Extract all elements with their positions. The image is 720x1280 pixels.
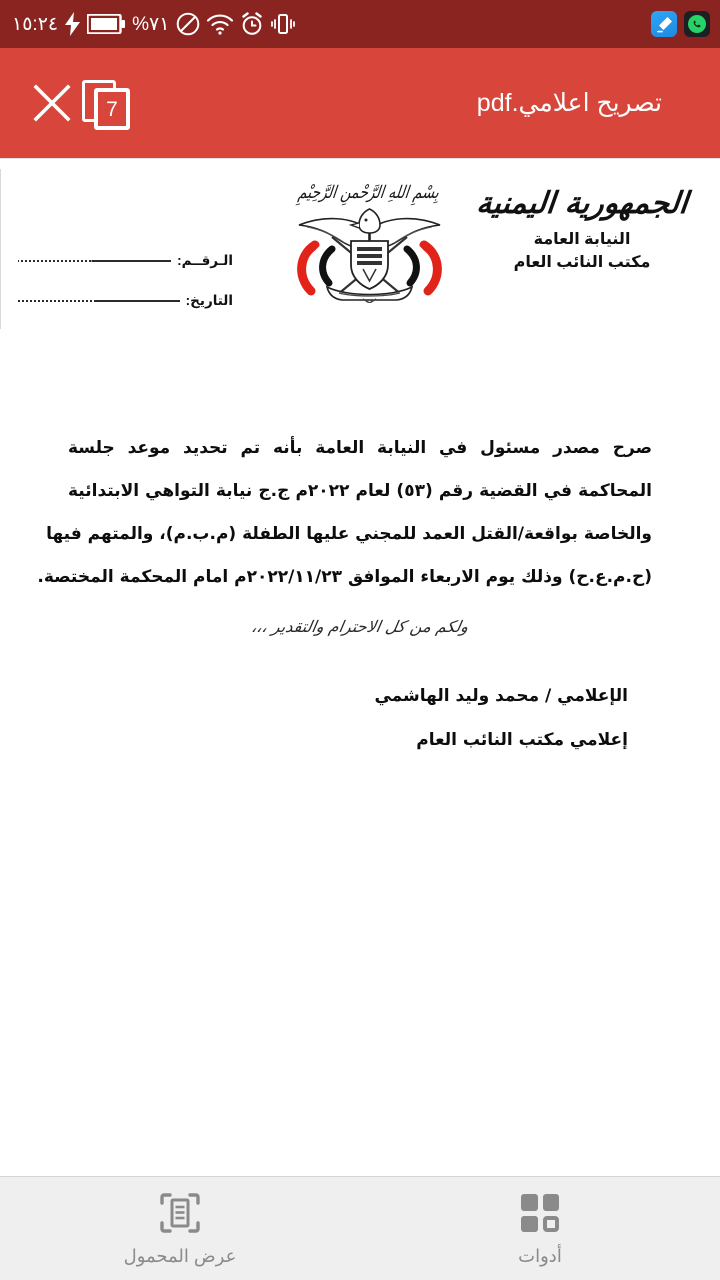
tools-label: أدوات [518,1246,562,1266]
closing-salutation: ولكم من كل الاحترام والتقدير ،،، [250,617,470,636]
page-count-value: 7 [94,88,130,130]
whatsapp-icon [684,11,710,37]
grid-cell-4 [543,1216,560,1233]
vibrate-icon [271,13,295,35]
pdf-page [0,158,720,1176]
field-date-label: التاريخ: [185,293,233,308]
body-line-3: والخاصة بواقعة/القتل العمد للمجني عليها الطفلة (م.ب.م)، والمتهم فيها [46,524,652,544]
document-body [0,427,720,762]
close-button[interactable] [26,77,78,129]
document-title: تصريح اعلامي.pdf [476,89,662,117]
viewer-header [0,48,720,158]
status-time: ١٥:٢٤ [12,13,59,35]
status-bar [0,0,720,48]
battery-icon [87,14,125,34]
charging-bolt-icon [65,12,80,36]
page-count-button[interactable] [82,76,134,130]
letterhead-fields [18,249,233,313]
alarm-icon [240,12,264,36]
bottom-toolbar [0,1176,720,1280]
body-line-2: المحاكمة في القضية رقم (٥٣) لعام ٢٠٢٢م ج.ج نيابة التواهي الابتدائية [68,481,652,501]
do-not-disturb-icon [176,12,200,36]
status-bar-notification-group [651,11,710,37]
tools-button[interactable] [360,1177,720,1280]
letterhead-authority-block [472,187,692,272]
field-date-leader [18,300,180,302]
battery-percent: %٧١ [132,13,170,35]
field-number-label: الـرقــم: [177,253,233,268]
office-name-line1: النيابة العامة [533,230,631,248]
grid-shape [521,1194,559,1232]
tools-grid-icon [517,1190,563,1236]
status-bar-left-group [12,12,295,36]
republic-name: الجمهورية اليمنية [474,186,690,221]
field-number-row [18,249,233,273]
close-icon [30,81,74,125]
signature-title: إعلامي مكتب النائب العام [416,730,628,750]
body-line-4: (ح.م.ع.ح) وذلك يوم الاربعاء الموافق ٢٠٢٢/١١/٢٣م امام المحكمة المختصة. [37,567,652,587]
bismillah-calligraphy: بِسْمِ اللهِ الرَّحْمنِ الرَّحِيْمِ [296,183,441,203]
grid-cell-1 [521,1194,538,1211]
mobile-view-icon [157,1190,203,1236]
grid-cell-3 [521,1216,538,1233]
field-number-leader [18,260,171,262]
national-emblem [277,183,462,307]
signature-block [68,674,652,762]
grid-cell-2 [543,1194,560,1211]
mobile-view-button[interactable] [0,1177,360,1280]
document-scroll-area[interactable] [0,158,720,1176]
signature-name: الإعلامي / محمد وليد الهاشمي [374,686,628,706]
wifi-icon [207,14,233,35]
office-name-line2: مكتب النائب العام [513,253,651,271]
yemen-eagle-emblem-icon [277,203,462,303]
cleaner-app-icon [651,11,677,37]
mobile-view-label: عرض المحمول [123,1246,237,1266]
body-line-1: صرح مصدر مسئول في النيابة العامة بأنه تم تحديد موعد جلسة [68,438,652,458]
letterhead [0,181,720,341]
field-date-row [18,289,233,313]
